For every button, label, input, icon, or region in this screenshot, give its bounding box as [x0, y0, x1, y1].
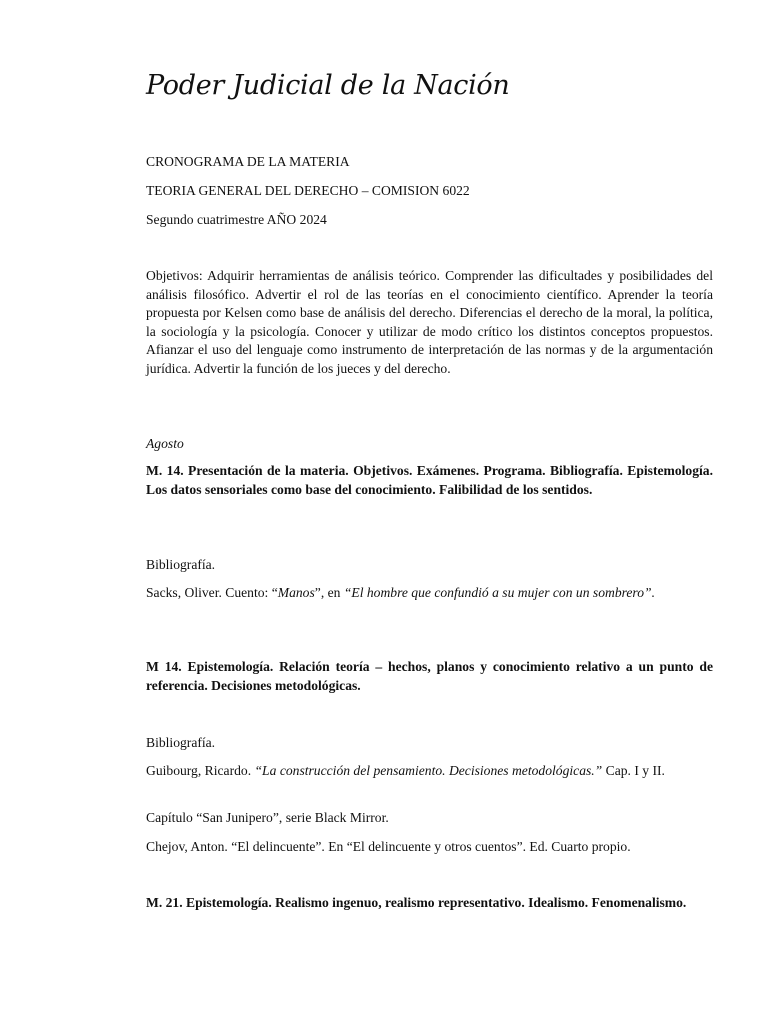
month-heading: Agosto	[146, 436, 184, 451]
session-1-bibliography-label: Bibliografía.	[146, 557, 216, 572]
session-2-bibliography-entry-1	[146, 762, 713, 781]
session-2-bibliography-entry-2: Capítulo “San Junipero”, serie Black Mirror.	[146, 810, 389, 825]
intro-line-course-schedule: CRONOGRAMA DE LA MATERIA	[146, 154, 350, 169]
session-2-title: M 14. Epistemología. Relación teoría – hechos, planos y conocimiento relativo a un punto de referencia. Decisiones metodológicas.	[146, 659, 713, 693]
bib-entry-chapters: Cap. I y II.	[602, 763, 665, 778]
session-1-title: M. 14. Presentación de la materia. Objetivos. Exámenes. Programa. Bibliografía. Epistemología. Los datos sensoriales como base del conocimiento. Falibilidad de los sentidos.	[146, 463, 713, 497]
bib-entry-connector: ”, en	[314, 585, 344, 600]
bib-entry-author: Guibourg, Ricardo.	[146, 763, 255, 778]
bib-entry-story-title: Manos	[277, 585, 315, 600]
session-2-bibliography-entry-3: Chejov, Anton. “El delincuente”. En “El delincuente y otros cuentos”. Ed. Cuarto propio.	[146, 839, 631, 854]
session-1-bibliography-entry	[146, 584, 713, 603]
intro-line-course-name: TEORIA GENERAL DEL DERECHO – COMISION 6022	[146, 183, 470, 198]
session-2-bibliography-label: Bibliografía.	[146, 735, 216, 750]
session-3-title: M. 21. Epistemología. Realismo ingenuo, realismo representativo. Idealismo. Fenomenalismo.	[146, 895, 687, 910]
bib-entry-author: Sacks, Oliver. Cuento: “	[146, 585, 278, 600]
objectives-paragraph: Objetivos: Adquirir herramientas de análisis teórico. Comprender las dificultades y posibilidades del análisis filosófico. Advertir el rol de las teorías en el conocimiento científico. Aprender la teoría propuesta por Kelsen como base de análisis del derecho. Diferencias el derecho de la moral, la política, la sociología y la psicología. Conocer y utilizar de modo crítico los distintos conceptos propuestos. Afianzar el uso del lenguaje como instrumento de interpretación de las normas y de la argumentación jurídica. Advertir la función de los jueces y del derecho.	[146, 268, 713, 376]
intro-line-term: Segundo cuatrimestre AÑO 2024	[146, 212, 327, 227]
bib-entry-work-title: “La construcción del pensamiento. Decisiones metodológicas.”	[254, 763, 603, 778]
bib-entry-book-title: “El hombre que confundió a su mujer con un sombrero”.	[343, 585, 655, 600]
page-header-title: Poder Judicial de la Nación	[146, 70, 510, 101]
